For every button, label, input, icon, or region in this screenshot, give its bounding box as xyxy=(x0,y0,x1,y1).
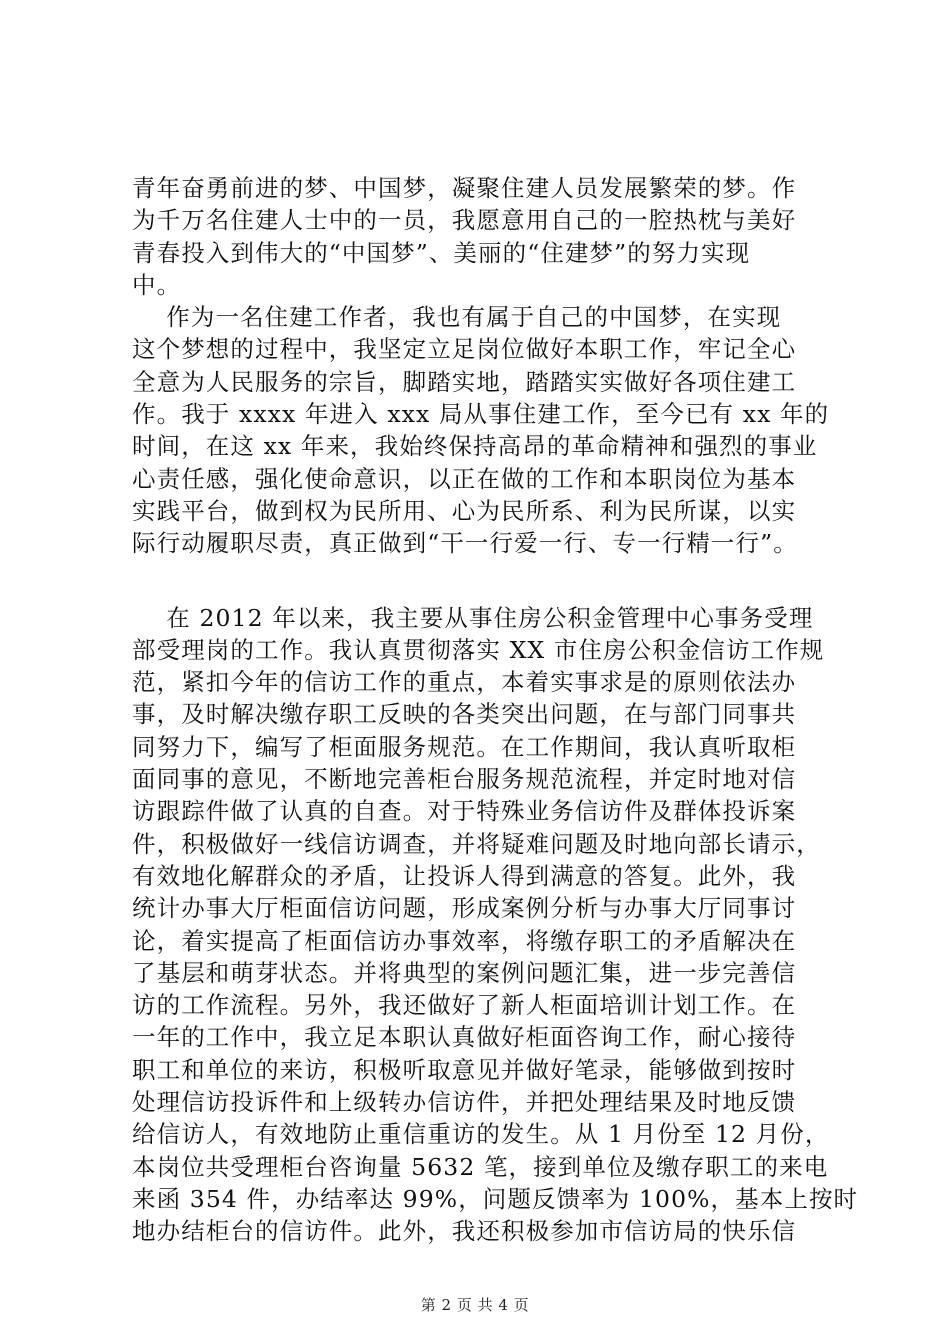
text-line: 论，着实提高了柜面信访办事效率，将缴存职工的矛盾解决在 xyxy=(132,926,797,955)
text-line: 处理信访投诉件和上级转办信访件，并把处理结果及时地反馈 xyxy=(132,1088,797,1117)
text-line: 作为一名住建工作者，我也有属于自己的中国梦，在实现 xyxy=(132,303,782,332)
text-line: 访的工作流程。另外，我还做好了新人柜面培训计划工作。在 xyxy=(132,991,797,1020)
paragraph-spacer xyxy=(132,560,852,602)
text-line: 统计办事大厅柜面信访问题，形成案例分析与办事大厅同事讨 xyxy=(132,894,797,923)
text-line: 来函 354 件，办结率达 99%，问题反馈率为 100%，基本上按时 xyxy=(132,1184,859,1213)
text-line: 心责任感，强化使命意识，以正在做的工作和本职岗位为基本 xyxy=(132,464,797,493)
text-line: 本岗位共受理柜台咨询量 5632 笔，接到单位及缴存职工的来电 xyxy=(132,1152,829,1181)
text-line: 访跟踪件做了认真的自查。对于特殊业务信访件及群体投诉案 xyxy=(132,797,797,826)
text-line: 同努力下，编写了柜面服务规范。在工作期间，我认真听取柜 xyxy=(132,732,797,761)
paragraph xyxy=(132,172,852,301)
text-line: 青年奋勇前进的梦、中国梦，凝聚住建人员发展繁荣的梦。作 xyxy=(132,174,797,202)
text-line: 中。 xyxy=(132,270,182,299)
text-line: 际行动履职尽责，真正做到“干一行爱一行、专一行精一行”。 xyxy=(132,529,798,558)
text-line: 作。我于 xxxx 年进入 xxx 局从事住建工作，至今已有 xx 年的 xyxy=(132,400,830,429)
text-line: 为千万名住建人士中的一员，我愿意用自己的一腔热枕与美好 xyxy=(132,206,797,235)
text-line: 一年的工作中，我立足本职认真做好柜面咨询工作，耐心接待 xyxy=(132,1023,797,1052)
text-line: 全意为人民服务的宗旨，脚踏实地，踏踏实实做好各项住建工 xyxy=(132,367,797,396)
text-line: 给信访人，有效地防止重信重访的发生。从 1 月份至 12 月份， xyxy=(132,1120,830,1149)
text-line: 了基层和萌芽状态。并将典型的案例问题汇集，进一步完善信 xyxy=(132,958,797,987)
text-line: 地办结柜台的信访件。此外，我还积极参加市信访局的快乐信 xyxy=(132,1217,797,1246)
text-line: 时间，在这 xx 年来，我始终保持高昂的革命精神和强烈的事业 xyxy=(132,432,818,461)
text-line: 面同事的意见，不断地完善柜台服务规范流程，并定时地对信 xyxy=(132,765,797,794)
text-line: 件，积极做好一线信访调查，并将疑难问题及时地向部长请示， xyxy=(132,829,821,858)
text-line: 部受理岗的工作。我认真贯彻落实 XX 市住房公积金信访工作规 xyxy=(132,635,825,664)
text-line: 职工和单位的来访，积极听取意见并做好笔录，能够做到按时 xyxy=(132,1055,797,1084)
paragraph xyxy=(132,301,852,559)
text-line: 这个梦想的过程中，我坚定立足岗位做好本职工作，牢记全心 xyxy=(132,335,797,364)
paragraph xyxy=(132,602,859,1248)
text-line: 实践平台，做到权为民所用、心为民所系、利为民所谋，以实 xyxy=(132,496,797,525)
text-line: 事，及时解决缴存职工反映的各类突出问题，在与部门同事共 xyxy=(132,700,797,729)
text-line: 青春投入到伟大的“中国梦”、美丽的“住建梦”的努力实现 xyxy=(132,238,751,267)
page-number-footer: 第 2 页 共 4 页 xyxy=(420,1296,530,1314)
document-body xyxy=(132,172,859,1248)
text-line: 范，紧扣今年的信访工作的重点，本着实事求是的原则依法办 xyxy=(132,668,797,697)
text-line: 有效地化解群众的矛盾，让投诉人得到满意的答复。此外，我 xyxy=(132,861,797,890)
text-line: 在 2012 年以来，我主要从事住房公积金管理中心事务受理 xyxy=(132,603,814,632)
